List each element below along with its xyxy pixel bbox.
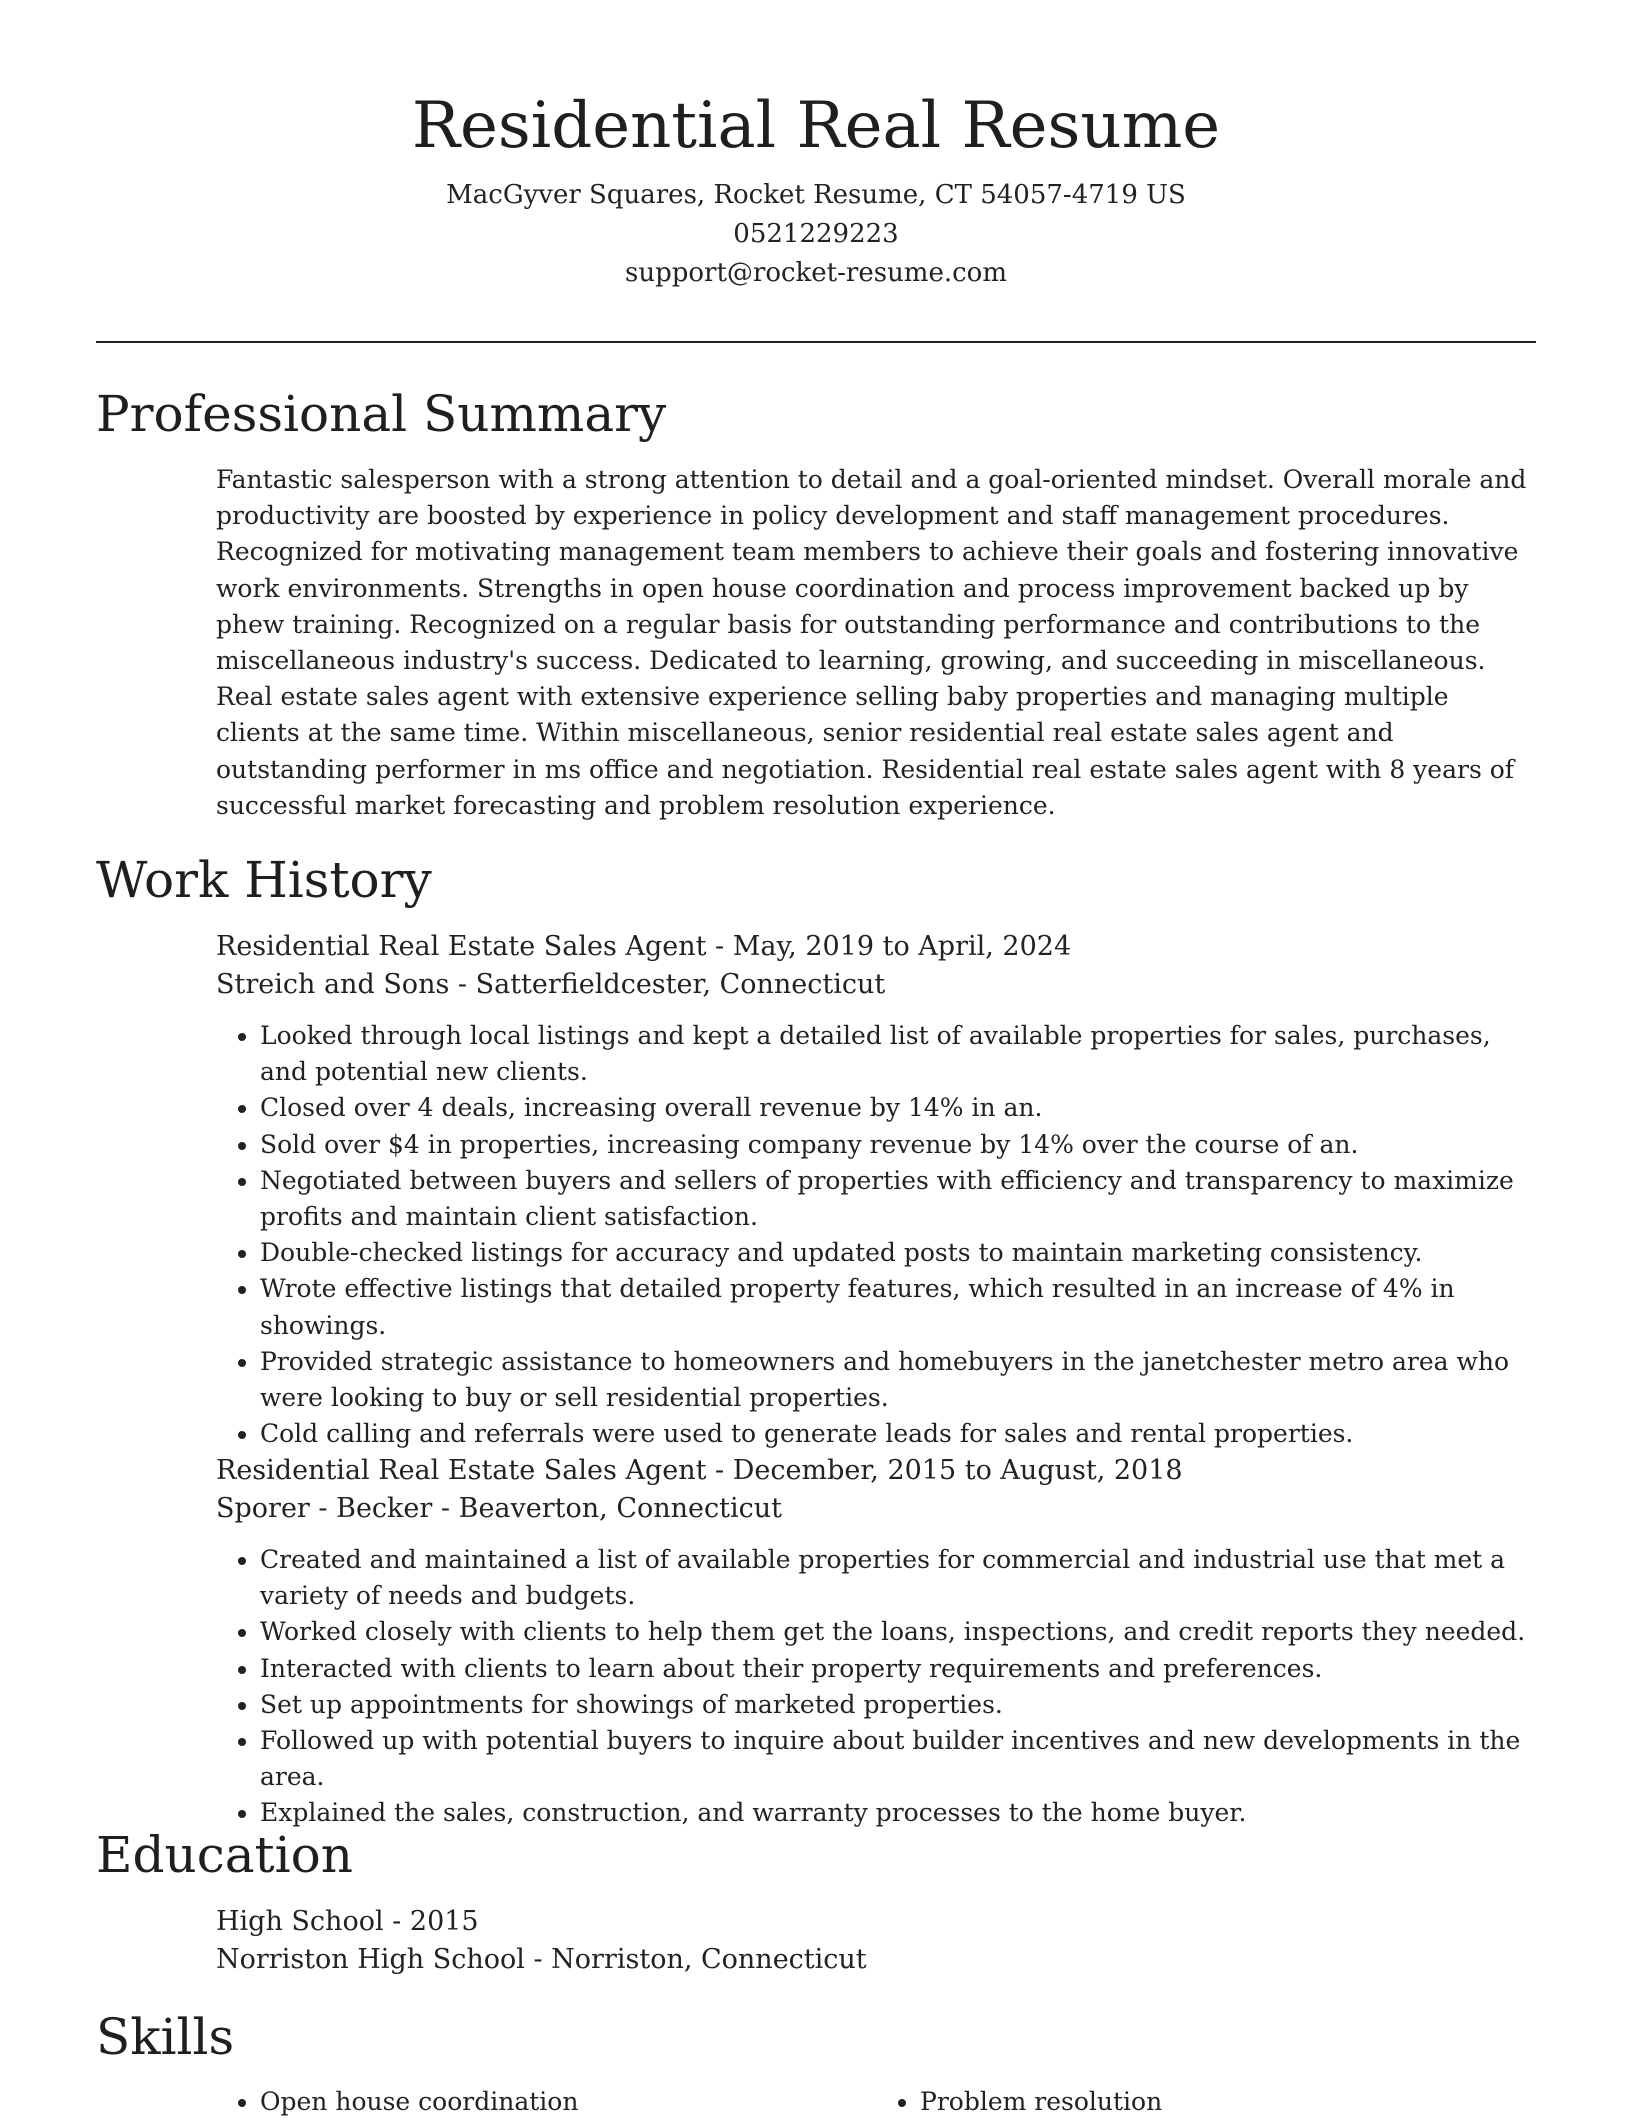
job-dates: May, 2019 to April, 2024 bbox=[732, 931, 1072, 962]
job-employer: Sporer - Becker bbox=[216, 1493, 433, 1524]
job-entry bbox=[216, 928, 1536, 1452]
education-degree: High School bbox=[216, 1906, 384, 1937]
job-employer: Streich and Sons bbox=[216, 969, 450, 1000]
job-location: Satterfieldcester, Connecticut bbox=[475, 969, 886, 1000]
resume-title: Residential Real Resume bbox=[411, 89, 1221, 163]
work-history-heading: Work History bbox=[96, 851, 432, 909]
job-role: Residential Real Estate Sales Agent bbox=[216, 1455, 707, 1486]
job-title-line bbox=[216, 928, 1536, 966]
job-title-line bbox=[216, 1452, 1536, 1490]
list-item: • Created and maintained a list of available properties for commercial and industrial use that met a variety of needs and budgets. bbox=[260, 1542, 1536, 1614]
education-heading: Education bbox=[96, 1826, 353, 1884]
separator: - bbox=[706, 931, 733, 962]
separator: - bbox=[449, 969, 476, 1000]
job-dates: December, 2015 to August, 2018 bbox=[732, 1455, 1183, 1486]
job-duties-list bbox=[216, 1018, 1536, 1452]
education-school-line bbox=[216, 1941, 1536, 1979]
skills-columns bbox=[216, 2084, 1536, 2120]
job-location: Beaverton, Connecticut bbox=[458, 1493, 782, 1524]
list-item: • Closed over 4 deals, increasing overall revenue by 14% in an. bbox=[260, 1090, 1536, 1126]
job-duties-list bbox=[216, 1542, 1536, 1832]
job-entry bbox=[216, 1452, 1536, 1832]
education-location: Norriston, Connecticut bbox=[551, 1944, 867, 1975]
education-degree-line bbox=[216, 1903, 1536, 1941]
summary-text: Fantastic salesperson with a strong attention to detail and a goal-oriented mindset. Overall morale and productivity are boosted by experience in policy development and staff management procedures. Recognized for motivating management team members to achieve their goals and fostering innovative work environments. Strengths in open house coordination and process improvement backed up by phew training. Recognized on a regular basis for outstanding performance and contributions to the miscellaneous industry's success. Dedicated to learning, growing, and succeeding in miscellaneous. Real estate sales agent with extensive experience selling baby properties and managing multiple clients at the same time. Within miscellaneous, senior residential real estate sales agent and outstanding performer in ms office and negotiation. Residential real estate sales agent with 8 years of successful market forecasting and problem resolution experience. bbox=[216, 465, 1527, 820]
skill-item: • Open house coordination bbox=[260, 2084, 876, 2120]
list-item: • Provided strategic assistance to homeowners and homebuyers in the janetchester metro area who were looking to buy or sell residential properties. bbox=[260, 1344, 1536, 1416]
list-item: • Cold calling and referrals were used to generate leads for sales and rental properties. bbox=[260, 1416, 1536, 1452]
job-employer-line bbox=[216, 1490, 1536, 1528]
list-item: • Set up appointments for showings of marketed properties. bbox=[260, 1687, 1536, 1723]
contact-email: support@rocket-resume.com bbox=[624, 258, 1007, 288]
separator: - bbox=[432, 1493, 459, 1524]
separator: - bbox=[383, 1906, 410, 1937]
contact-address: MacGyver Squares, Rocket Resume, CT 54057-4719 US bbox=[446, 180, 1186, 210]
separator: - bbox=[524, 1944, 552, 1975]
list-item: • Interacted with clients to learn about their property requirements and preferences. bbox=[260, 1651, 1536, 1687]
list-item: • Wrote effective listings that detailed property features, which resulted in an increase of 4% in showings. bbox=[260, 1271, 1536, 1343]
skills-section bbox=[216, 2084, 1536, 2120]
list-item: • Looked through local listings and kept a detailed list of available properties for sales, purchases, and potential new clients. bbox=[260, 1018, 1536, 1090]
skills-list-right bbox=[876, 2084, 1536, 2120]
list-item: • Explained the sales, construction, and warranty processes to the home buyer. bbox=[260, 1795, 1536, 1831]
separator: - bbox=[706, 1455, 733, 1486]
skills-heading: Skills bbox=[96, 2008, 235, 2066]
header-divider bbox=[96, 341, 1536, 343]
summary-section bbox=[216, 462, 1536, 824]
list-item: • Double-checked listings for accuracy and updated posts to maintain marketing consistency. bbox=[260, 1235, 1536, 1271]
education-entry bbox=[216, 1903, 1536, 1979]
job-employer-line bbox=[216, 966, 1536, 1004]
list-item: • Negotiated between buyers and sellers of properties with efficiency and transparency to maximize profits and maintain client satisfaction. bbox=[260, 1163, 1536, 1235]
skills-list-left bbox=[216, 2084, 876, 2120]
job-role: Residential Real Estate Sales Agent bbox=[216, 931, 707, 962]
list-item: • Sold over $4 in properties, increasing company revenue by 14% over the course of an. bbox=[260, 1127, 1536, 1163]
skill-item: • Problem resolution bbox=[920, 2084, 1536, 2120]
resume-header bbox=[96, 82, 1536, 293]
education-school: Norriston High School bbox=[216, 1944, 525, 1975]
education-year: 2015 bbox=[409, 1906, 479, 1937]
list-item: • Worked closely with clients to help them get the loans, inspections, and credit reports they needed. bbox=[260, 1614, 1536, 1650]
list-item: • Followed up with potential buyers to inquire about builder incentives and new developments in the area. bbox=[260, 1723, 1536, 1795]
contact-phone: 0521229223 bbox=[733, 219, 899, 249]
summary-heading: Professional Summary bbox=[96, 385, 667, 443]
